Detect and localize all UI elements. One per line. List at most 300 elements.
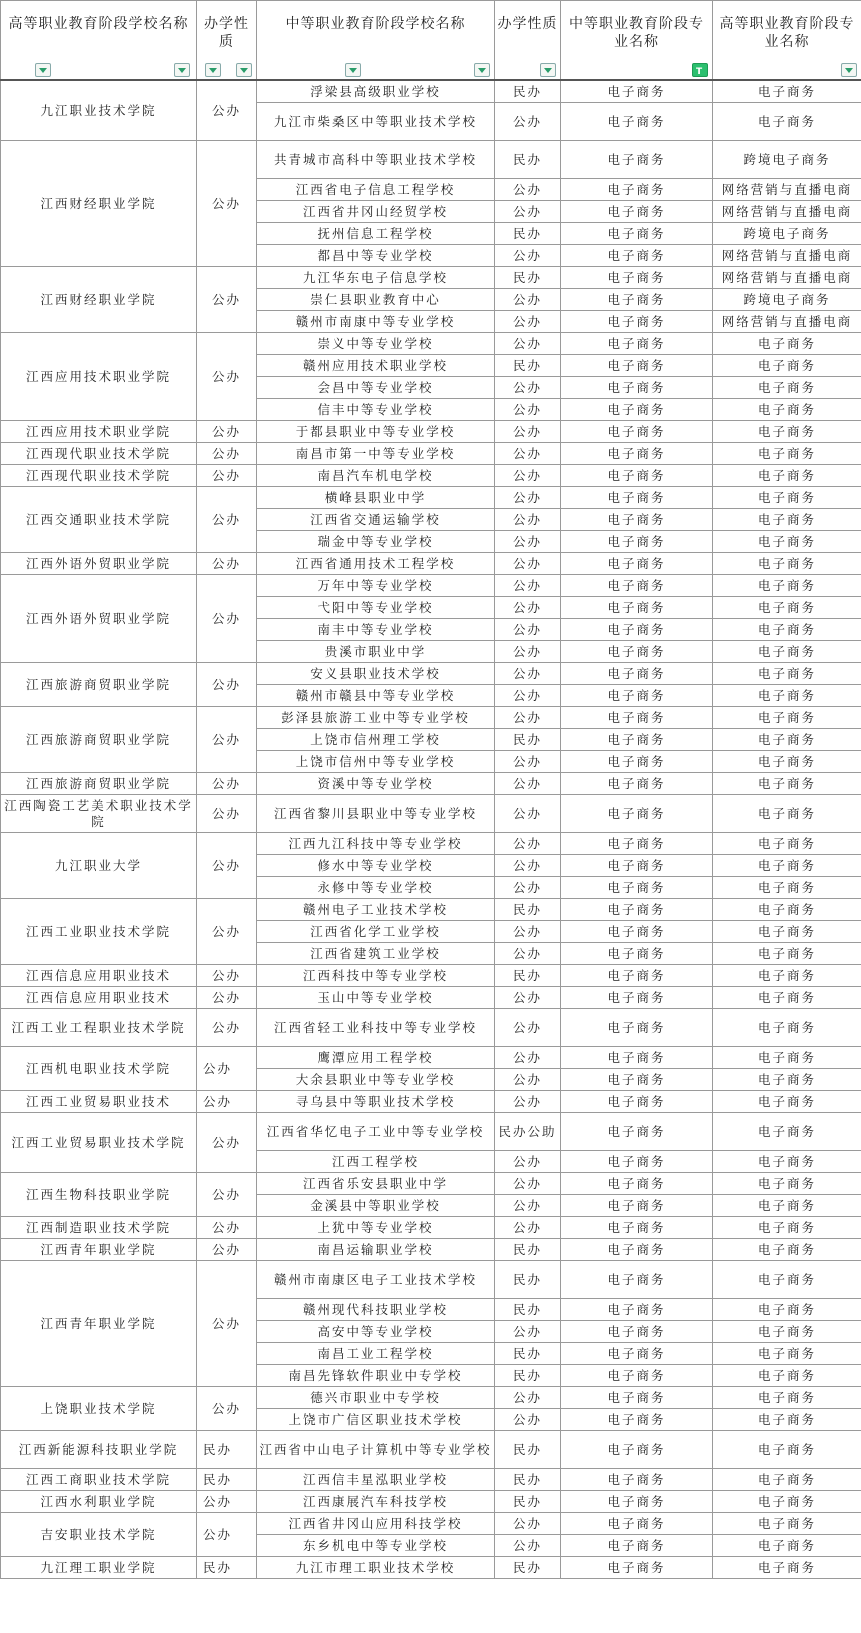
cell-secondary-nature[interactable]: 公办 (495, 943, 561, 965)
cell-higher-major[interactable]: 电子商务 (713, 795, 861, 833)
cell-higher-nature[interactable]: 民办 (197, 1557, 257, 1579)
cell-higher-school[interactable]: 江西生物科技职业学院 (1, 1173, 197, 1217)
cell-secondary-major[interactable]: 电子商务 (561, 399, 713, 421)
cell-secondary-nature[interactable]: 民办 (495, 1261, 561, 1299)
cell-higher-major[interactable]: 网络营销与直播电商 (713, 179, 861, 201)
cell-secondary-major[interactable]: 电子商务 (561, 1047, 713, 1069)
cell-higher-school[interactable]: 江西水利职业学院 (1, 1491, 197, 1513)
cell-higher-major[interactable]: 电子商务 (713, 575, 861, 597)
cell-secondary-school[interactable]: 南昌运输职业学校 (257, 1239, 495, 1261)
cell-secondary-school[interactable]: 鹰潭应用工程学校 (257, 1047, 495, 1069)
cell-secondary-nature[interactable]: 公办 (495, 1151, 561, 1173)
cell-higher-major[interactable]: 跨境电子商务 (713, 223, 861, 245)
cell-secondary-school[interactable]: 江西工程学校 (257, 1151, 495, 1173)
cell-secondary-major[interactable]: 电子商务 (561, 223, 713, 245)
cell-secondary-school[interactable]: 安义县职业技术学校 (257, 663, 495, 685)
cell-secondary-school[interactable]: 弋阳中等专业学校 (257, 597, 495, 619)
cell-secondary-major[interactable]: 电子商务 (561, 899, 713, 921)
cell-secondary-school[interactable]: 赣州市南康中等专业学校 (257, 311, 495, 333)
cell-higher-nature[interactable]: 公办 (197, 553, 257, 575)
cell-secondary-nature[interactable]: 公办 (495, 553, 561, 575)
cell-secondary-major[interactable]: 电子商务 (561, 833, 713, 855)
cell-higher-nature[interactable]: 公办 (197, 1047, 257, 1091)
cell-secondary-major[interactable]: 电子商务 (561, 921, 713, 943)
cell-secondary-major[interactable]: 电子商务 (561, 1535, 713, 1557)
cell-secondary-nature[interactable]: 民办 (495, 1491, 561, 1513)
cell-higher-major[interactable]: 电子商务 (713, 509, 861, 531)
cell-secondary-nature[interactable]: 公办 (495, 1091, 561, 1113)
cell-secondary-major[interactable]: 电子商务 (561, 1365, 713, 1387)
cell-higher-school[interactable]: 江西应用技术职业学院 (1, 421, 197, 443)
cell-secondary-nature[interactable]: 民办 (495, 223, 561, 245)
cell-secondary-major[interactable]: 电子商务 (561, 1409, 713, 1431)
cell-secondary-major[interactable]: 电子商务 (561, 311, 713, 333)
cell-secondary-major[interactable]: 电子商务 (561, 1343, 713, 1365)
cell-higher-major[interactable]: 电子商务 (713, 1469, 861, 1491)
cell-higher-major[interactable]: 电子商务 (713, 707, 861, 729)
cell-higher-nature[interactable]: 公办 (197, 1217, 257, 1239)
cell-higher-major[interactable]: 电子商务 (713, 443, 861, 465)
cell-higher-school[interactable]: 江西旅游商贸职业学院 (1, 663, 197, 707)
cell-higher-major[interactable]: 电子商务 (713, 833, 861, 855)
cell-secondary-school[interactable]: 江西科技中等专业学校 (257, 965, 495, 987)
cell-higher-major[interactable]: 电子商务 (713, 597, 861, 619)
cell-higher-nature[interactable]: 民办 (197, 1469, 257, 1491)
cell-secondary-nature[interactable]: 民办 (495, 1469, 561, 1491)
cell-higher-major[interactable]: 电子商务 (713, 619, 861, 641)
cell-higher-major[interactable]: 电子商务 (713, 1343, 861, 1365)
cell-secondary-school[interactable]: 崇仁县职业教育中心 (257, 289, 495, 311)
cell-secondary-major[interactable]: 电子商务 (561, 1299, 713, 1321)
cell-secondary-nature[interactable]: 公办 (495, 289, 561, 311)
cell-secondary-nature[interactable]: 公办 (495, 377, 561, 399)
cell-secondary-nature[interactable]: 公办 (495, 245, 561, 267)
cell-secondary-nature[interactable]: 公办 (495, 1047, 561, 1069)
cell-higher-major[interactable]: 电子商务 (713, 1091, 861, 1113)
cell-secondary-major[interactable]: 电子商务 (561, 245, 713, 267)
cell-higher-nature[interactable]: 公办 (197, 965, 257, 987)
cell-secondary-major[interactable]: 电子商务 (561, 575, 713, 597)
cell-secondary-nature[interactable]: 公办 (495, 773, 561, 795)
cell-secondary-school[interactable]: 金溪县中等职业学校 (257, 1195, 495, 1217)
cell-higher-major[interactable]: 电子商务 (713, 921, 861, 943)
cell-secondary-nature[interactable]: 公办 (495, 1173, 561, 1195)
cell-higher-nature[interactable]: 公办 (197, 1239, 257, 1261)
cell-secondary-major[interactable]: 电子商务 (561, 1431, 713, 1469)
cell-secondary-nature[interactable]: 公办 (495, 487, 561, 509)
cell-secondary-major[interactable]: 电子商务 (561, 1151, 713, 1173)
cell-secondary-nature[interactable]: 公办 (495, 333, 561, 355)
cell-secondary-nature[interactable]: 民办 (495, 1365, 561, 1387)
cell-higher-nature[interactable]: 公办 (197, 1491, 257, 1513)
cell-higher-major[interactable]: 网络营销与直播电商 (713, 311, 861, 333)
cell-higher-major[interactable]: 电子商务 (713, 1409, 861, 1431)
cell-higher-major[interactable]: 电子商务 (713, 1047, 861, 1069)
cell-secondary-school[interactable]: 赣州应用技术职业学校 (257, 355, 495, 377)
cell-secondary-nature[interactable]: 公办 (495, 421, 561, 443)
cell-secondary-major[interactable]: 电子商务 (561, 1113, 713, 1151)
cell-secondary-nature[interactable]: 民办公助 (495, 1113, 561, 1151)
cell-higher-major[interactable]: 电子商务 (713, 531, 861, 553)
cell-secondary-nature[interactable]: 公办 (495, 1321, 561, 1343)
cell-secondary-school[interactable]: 江西省建筑工业学校 (257, 943, 495, 965)
cell-higher-nature[interactable]: 公办 (197, 421, 257, 443)
cell-secondary-school[interactable]: 赣州市赣县中等专业学校 (257, 685, 495, 707)
cell-secondary-school[interactable]: 永修中等专业学校 (257, 877, 495, 899)
filter-dropdown-icon[interactable] (35, 63, 51, 77)
cell-secondary-major[interactable]: 电子商务 (561, 1173, 713, 1195)
cell-secondary-school[interactable]: 江西省轻工业科技中等专业学校 (257, 1009, 495, 1047)
cell-higher-major[interactable]: 电子商务 (713, 1535, 861, 1557)
cell-higher-major[interactable]: 电子商务 (713, 80, 861, 103)
cell-higher-school[interactable]: 江西应用技术职业学院 (1, 333, 197, 421)
cell-secondary-major[interactable]: 电子商务 (561, 333, 713, 355)
cell-secondary-nature[interactable]: 民办 (495, 267, 561, 289)
cell-secondary-school[interactable]: 寻乌县中等职业技术学校 (257, 1091, 495, 1113)
cell-secondary-nature[interactable]: 公办 (495, 833, 561, 855)
cell-higher-major[interactable]: 电子商务 (713, 1239, 861, 1261)
cell-higher-school[interactable]: 江西旅游商贸职业学院 (1, 707, 197, 773)
cell-higher-major[interactable]: 电子商务 (713, 553, 861, 575)
cell-secondary-major[interactable]: 电子商务 (561, 443, 713, 465)
cell-secondary-major[interactable]: 电子商务 (561, 1091, 713, 1113)
cell-higher-major[interactable]: 电子商务 (713, 1299, 861, 1321)
cell-higher-school[interactable]: 九江职业技术学院 (1, 80, 197, 141)
cell-secondary-school[interactable]: 德兴市职业中专学校 (257, 1387, 495, 1409)
cell-secondary-school[interactable]: 南昌工业工程学校 (257, 1343, 495, 1365)
cell-higher-school[interactable]: 江西交通职业技术学院 (1, 487, 197, 553)
cell-secondary-major[interactable]: 电子商务 (561, 509, 713, 531)
cell-higher-school[interactable]: 江西现代职业技术学院 (1, 465, 197, 487)
cell-higher-major[interactable]: 电子商务 (713, 1217, 861, 1239)
cell-higher-nature[interactable]: 公办 (197, 795, 257, 833)
cell-secondary-major[interactable]: 电子商务 (561, 1195, 713, 1217)
cell-secondary-nature[interactable]: 公办 (495, 103, 561, 141)
cell-higher-major[interactable]: 网络营销与直播电商 (713, 245, 861, 267)
cell-secondary-school[interactable]: 彭泽县旅游工业中等专业学校 (257, 707, 495, 729)
cell-higher-major[interactable]: 电子商务 (713, 751, 861, 773)
cell-secondary-school[interactable]: 崇义中等专业学校 (257, 333, 495, 355)
cell-higher-major[interactable]: 电子商务 (713, 465, 861, 487)
filter-dropdown-icon[interactable] (474, 63, 490, 77)
cell-higher-major[interactable]: 跨境电子商务 (713, 141, 861, 179)
cell-secondary-school[interactable]: 江西省乐安县职业中学 (257, 1173, 495, 1195)
cell-higher-major[interactable]: 电子商务 (713, 1151, 861, 1173)
cell-higher-nature[interactable]: 公办 (197, 443, 257, 465)
cell-secondary-nature[interactable]: 公办 (495, 1513, 561, 1535)
cell-higher-nature[interactable]: 公办 (197, 1009, 257, 1047)
cell-secondary-nature[interactable]: 民办 (495, 1431, 561, 1469)
cell-secondary-major[interactable]: 电子商务 (561, 1069, 713, 1091)
cell-secondary-school[interactable]: 江西省中山电子计算机中等专业学校 (257, 1431, 495, 1469)
cell-secondary-major[interactable]: 电子商务 (561, 795, 713, 833)
cell-higher-school[interactable]: 江西外语外贸职业学院 (1, 553, 197, 575)
cell-secondary-major[interactable]: 电子商务 (561, 1513, 713, 1535)
cell-higher-school[interactable]: 江西旅游商贸职业学院 (1, 773, 197, 795)
cell-secondary-major[interactable]: 电子商务 (561, 987, 713, 1009)
cell-secondary-nature[interactable]: 公办 (495, 1217, 561, 1239)
cell-secondary-nature[interactable]: 公办 (495, 1069, 561, 1091)
cell-secondary-school[interactable]: 玉山中等专业学校 (257, 987, 495, 1009)
cell-higher-major[interactable]: 电子商务 (713, 663, 861, 685)
cell-higher-school[interactable]: 江西工业工程职业技术学院 (1, 1009, 197, 1047)
cell-higher-major[interactable]: 电子商务 (713, 377, 861, 399)
cell-secondary-nature[interactable]: 公办 (495, 877, 561, 899)
cell-secondary-nature[interactable]: 公办 (495, 1535, 561, 1557)
cell-secondary-nature[interactable]: 民办 (495, 1343, 561, 1365)
cell-secondary-school[interactable]: 共青城市高科中等职业技术学校 (257, 141, 495, 179)
cell-higher-nature[interactable]: 公办 (197, 1173, 257, 1217)
cell-higher-school[interactable]: 江西工商职业技术学院 (1, 1469, 197, 1491)
cell-secondary-school[interactable]: 江西九江科技中等专业学校 (257, 833, 495, 855)
cell-secondary-nature[interactable]: 民办 (495, 80, 561, 103)
cell-secondary-school[interactable]: 资溪中等专业学校 (257, 773, 495, 795)
cell-higher-school[interactable]: 江西工业贸易职业技术 (1, 1091, 197, 1113)
cell-secondary-nature[interactable]: 公办 (495, 987, 561, 1009)
cell-higher-major[interactable]: 电子商务 (713, 1513, 861, 1535)
cell-secondary-major[interactable]: 电子商务 (561, 663, 713, 685)
cell-secondary-major[interactable]: 电子商务 (561, 141, 713, 179)
cell-secondary-nature[interactable]: 公办 (495, 707, 561, 729)
cell-higher-school[interactable]: 江西工业贸易职业技术学院 (1, 1113, 197, 1173)
cell-secondary-school[interactable]: 上犹中等专业学校 (257, 1217, 495, 1239)
cell-higher-school[interactable]: 江西外语外贸职业学院 (1, 575, 197, 663)
cell-higher-nature[interactable]: 公办 (197, 465, 257, 487)
cell-secondary-major[interactable]: 电子商务 (561, 1469, 713, 1491)
cell-secondary-nature[interactable]: 民办 (495, 729, 561, 751)
cell-secondary-nature[interactable]: 公办 (495, 1387, 561, 1409)
cell-secondary-major[interactable]: 电子商务 (561, 855, 713, 877)
cell-higher-school[interactable]: 吉安职业技术学院 (1, 1513, 197, 1557)
cell-higher-nature[interactable]: 公办 (197, 707, 257, 773)
cell-higher-major[interactable]: 电子商务 (713, 855, 861, 877)
cell-secondary-nature[interactable]: 公办 (495, 509, 561, 531)
cell-higher-major[interactable]: 电子商务 (713, 1261, 861, 1299)
cell-secondary-major[interactable]: 电子商务 (561, 267, 713, 289)
cell-secondary-school[interactable]: 南昌市第一中等专业学校 (257, 443, 495, 465)
cell-secondary-nature[interactable]: 民办 (495, 1299, 561, 1321)
cell-secondary-school[interactable]: 江西信丰星泓职业学校 (257, 1469, 495, 1491)
cell-higher-school[interactable]: 九江职业大学 (1, 833, 197, 899)
cell-higher-major[interactable]: 电子商务 (713, 965, 861, 987)
cell-secondary-school[interactable]: 江西省华忆电子工业中等专业学校 (257, 1113, 495, 1151)
cell-secondary-nature[interactable]: 公办 (495, 443, 561, 465)
cell-higher-nature[interactable]: 公办 (197, 333, 257, 421)
cell-higher-nature[interactable]: 公办 (197, 833, 257, 899)
cell-secondary-nature[interactable]: 民办 (495, 1557, 561, 1579)
cell-secondary-major[interactable]: 电子商务 (561, 553, 713, 575)
cell-secondary-major[interactable]: 电子商务 (561, 1009, 713, 1047)
cell-higher-nature[interactable]: 公办 (197, 1513, 257, 1557)
cell-secondary-school[interactable]: 江西康展汽车科技学校 (257, 1491, 495, 1513)
cell-secondary-major[interactable]: 电子商务 (561, 377, 713, 399)
cell-higher-major[interactable]: 电子商务 (713, 729, 861, 751)
filter-dropdown-icon[interactable] (205, 63, 221, 77)
cell-secondary-major[interactable]: 电子商务 (561, 465, 713, 487)
cell-secondary-nature[interactable]: 公办 (495, 575, 561, 597)
cell-secondary-nature[interactable]: 民办 (495, 355, 561, 377)
cell-secondary-major[interactable]: 电子商务 (561, 487, 713, 509)
cell-secondary-school[interactable]: 都昌中等专业学校 (257, 245, 495, 267)
cell-secondary-school[interactable]: 抚州信息工程学校 (257, 223, 495, 245)
cell-secondary-school[interactable]: 上饶市信州理工学校 (257, 729, 495, 751)
cell-higher-major[interactable]: 网络营销与直播电商 (713, 267, 861, 289)
cell-secondary-nature[interactable]: 民办 (495, 1239, 561, 1261)
cell-higher-nature[interactable]: 公办 (197, 267, 257, 333)
cell-secondary-major[interactable]: 电子商务 (561, 289, 713, 311)
cell-secondary-school[interactable]: 上饶市广信区职业技术学校 (257, 1409, 495, 1431)
cell-secondary-school[interactable]: 横峰县职业中学 (257, 487, 495, 509)
cell-secondary-nature[interactable]: 公办 (495, 685, 561, 707)
cell-higher-school[interactable]: 江西陶瓷工艺美术职业技术学院 (1, 795, 197, 833)
cell-higher-school[interactable]: 江西新能源科技职业学院 (1, 1431, 197, 1469)
cell-higher-school[interactable]: 九江理工职业学院 (1, 1557, 197, 1579)
cell-secondary-nature[interactable]: 公办 (495, 399, 561, 421)
cell-secondary-school[interactable]: 万年中等专业学校 (257, 575, 495, 597)
cell-secondary-nature[interactable]: 公办 (495, 597, 561, 619)
cell-higher-nature[interactable]: 公办 (197, 80, 257, 141)
cell-higher-major[interactable]: 电子商务 (713, 487, 861, 509)
cell-secondary-nature[interactable]: 公办 (495, 465, 561, 487)
cell-higher-school[interactable]: 江西财经职业学院 (1, 141, 197, 267)
cell-higher-major[interactable]: 网络营销与直播电商 (713, 201, 861, 223)
cell-higher-major[interactable]: 电子商务 (713, 1431, 861, 1469)
cell-secondary-school[interactable]: 赣州电子工业技术学校 (257, 899, 495, 921)
cell-higher-nature[interactable]: 公办 (197, 487, 257, 553)
cell-secondary-school[interactable]: 江西省通用技术工程学校 (257, 553, 495, 575)
cell-secondary-nature[interactable]: 公办 (495, 663, 561, 685)
cell-secondary-nature[interactable]: 公办 (495, 921, 561, 943)
cell-secondary-nature[interactable]: 公办 (495, 751, 561, 773)
cell-secondary-school[interactable]: 修水中等专业学校 (257, 855, 495, 877)
cell-higher-major[interactable]: 电子商务 (713, 333, 861, 355)
cell-secondary-nature[interactable]: 公办 (495, 1409, 561, 1431)
cell-secondary-major[interactable]: 电子商务 (561, 1321, 713, 1343)
cell-higher-school[interactable]: 江西机电职业技术学院 (1, 1047, 197, 1091)
cell-higher-school[interactable]: 上饶职业技术学院 (1, 1387, 197, 1431)
cell-higher-school[interactable]: 江西青年职业学院 (1, 1261, 197, 1387)
cell-secondary-major[interactable]: 电子商务 (561, 943, 713, 965)
filter-dropdown-icon[interactable] (345, 63, 361, 77)
cell-secondary-school[interactable]: 九江华东电子信息学校 (257, 267, 495, 289)
cell-secondary-major[interactable]: 电子商务 (561, 877, 713, 899)
cell-secondary-school[interactable]: 江西省化学工业学校 (257, 921, 495, 943)
cell-secondary-school[interactable]: 上饶市信州中等专业学校 (257, 751, 495, 773)
cell-higher-nature[interactable]: 公办 (197, 987, 257, 1009)
cell-higher-school[interactable]: 江西信息应用职业技术 (1, 987, 197, 1009)
cell-higher-major[interactable]: 电子商务 (713, 1069, 861, 1091)
cell-higher-school[interactable]: 江西信息应用职业技术 (1, 965, 197, 987)
cell-secondary-major[interactable]: 电子商务 (561, 201, 713, 223)
cell-secondary-major[interactable]: 电子商务 (561, 773, 713, 795)
cell-higher-major[interactable]: 电子商务 (713, 641, 861, 663)
cell-secondary-school[interactable]: 赣州市南康区电子工业技术学校 (257, 1261, 495, 1299)
cell-secondary-major[interactable]: 电子商务 (561, 1491, 713, 1513)
cell-higher-major[interactable]: 电子商务 (713, 773, 861, 795)
cell-secondary-school[interactable]: 江西省黎川县职业中等专业学校 (257, 795, 495, 833)
cell-higher-major[interactable]: 电子商务 (713, 1321, 861, 1343)
cell-higher-school[interactable]: 江西制造职业技术学院 (1, 1217, 197, 1239)
cell-higher-major[interactable]: 电子商务 (713, 399, 861, 421)
cell-secondary-school[interactable]: 贵溪市职业中学 (257, 641, 495, 663)
filter-dropdown-icon[interactable] (841, 63, 857, 77)
cell-higher-nature[interactable]: 公办 (197, 1387, 257, 1431)
cell-higher-nature[interactable]: 公办 (197, 141, 257, 267)
cell-higher-nature[interactable]: 公办 (197, 773, 257, 795)
cell-secondary-major[interactable]: 电子商务 (561, 641, 713, 663)
cell-secondary-school[interactable]: 南丰中等专业学校 (257, 619, 495, 641)
cell-higher-major[interactable]: 电子商务 (713, 1173, 861, 1195)
cell-secondary-school[interactable]: 九江市柴桑区中等职业技术学校 (257, 103, 495, 141)
cell-secondary-major[interactable]: 电子商务 (561, 1261, 713, 1299)
cell-secondary-major[interactable]: 电子商务 (561, 421, 713, 443)
cell-secondary-school[interactable]: 江西省井冈山应用科技学校 (257, 1513, 495, 1535)
cell-secondary-nature[interactable]: 民办 (495, 899, 561, 921)
cell-secondary-major[interactable]: 电子商务 (561, 751, 713, 773)
cell-higher-major[interactable]: 电子商务 (713, 1195, 861, 1217)
cell-secondary-major[interactable]: 电子商务 (561, 597, 713, 619)
cell-secondary-nature[interactable]: 公办 (495, 855, 561, 877)
cell-higher-major[interactable]: 电子商务 (713, 899, 861, 921)
cell-higher-major[interactable]: 电子商务 (713, 987, 861, 1009)
cell-secondary-major[interactable]: 电子商务 (561, 685, 713, 707)
cell-higher-major[interactable]: 电子商务 (713, 1491, 861, 1513)
cell-secondary-school[interactable]: 赣州现代科技职业学校 (257, 1299, 495, 1321)
cell-higher-school[interactable]: 江西工业职业技术学院 (1, 899, 197, 965)
cell-higher-nature[interactable]: 公办 (197, 663, 257, 707)
cell-secondary-school[interactable]: 九江市理工职业技术学校 (257, 1557, 495, 1579)
cell-higher-school[interactable]: 江西财经职业学院 (1, 267, 197, 333)
cell-higher-school[interactable]: 江西现代职业技术学院 (1, 443, 197, 465)
cell-secondary-school[interactable]: 浮梁县高级职业学校 (257, 80, 495, 103)
cell-higher-nature[interactable]: 公办 (197, 899, 257, 965)
cell-higher-school[interactable]: 江西青年职业学院 (1, 1239, 197, 1261)
cell-higher-major[interactable]: 电子商务 (713, 877, 861, 899)
cell-secondary-nature[interactable]: 公办 (495, 531, 561, 553)
cell-higher-nature[interactable]: 公办 (197, 1261, 257, 1387)
filter-dropdown-icon[interactable] (174, 63, 190, 77)
cell-secondary-school[interactable]: 江西省电子信息工程学校 (257, 179, 495, 201)
cell-secondary-school[interactable]: 信丰中等专业学校 (257, 399, 495, 421)
cell-secondary-major[interactable]: 电子商务 (561, 1217, 713, 1239)
cell-higher-major[interactable]: 电子商务 (713, 685, 861, 707)
cell-secondary-major[interactable]: 电子商务 (561, 355, 713, 377)
cell-secondary-nature[interactable]: 公办 (495, 1195, 561, 1217)
cell-higher-nature[interactable]: 公办 (197, 575, 257, 663)
cell-secondary-nature[interactable]: 公办 (495, 1009, 561, 1047)
cell-higher-major[interactable]: 电子商务 (713, 943, 861, 965)
cell-higher-major[interactable]: 电子商务 (713, 355, 861, 377)
cell-secondary-school[interactable]: 高安中等专业学校 (257, 1321, 495, 1343)
cell-secondary-major[interactable]: 电子商务 (561, 103, 713, 141)
cell-secondary-school[interactable]: 江西省井冈山经贸学校 (257, 201, 495, 223)
cell-higher-nature[interactable]: 公办 (197, 1091, 257, 1113)
cell-higher-nature[interactable]: 公办 (197, 1113, 257, 1173)
cell-secondary-nature[interactable]: 公办 (495, 795, 561, 833)
cell-secondary-major[interactable]: 电子商务 (561, 619, 713, 641)
cell-secondary-major[interactable]: 电子商务 (561, 80, 713, 103)
cell-secondary-major[interactable]: 电子商务 (561, 965, 713, 987)
filter-dropdown-icon[interactable] (540, 63, 556, 77)
cell-higher-major[interactable]: 电子商务 (713, 1009, 861, 1047)
cell-secondary-major[interactable]: 电子商务 (561, 1557, 713, 1579)
cell-higher-major[interactable]: 电子商务 (713, 1365, 861, 1387)
cell-higher-major[interactable]: 电子商务 (713, 103, 861, 141)
cell-secondary-major[interactable]: 电子商务 (561, 729, 713, 751)
cell-higher-nature[interactable]: 民办 (197, 1431, 257, 1469)
cell-secondary-school[interactable]: 会昌中等专业学校 (257, 377, 495, 399)
cell-secondary-school[interactable]: 东乡机电中等专业学校 (257, 1535, 495, 1557)
